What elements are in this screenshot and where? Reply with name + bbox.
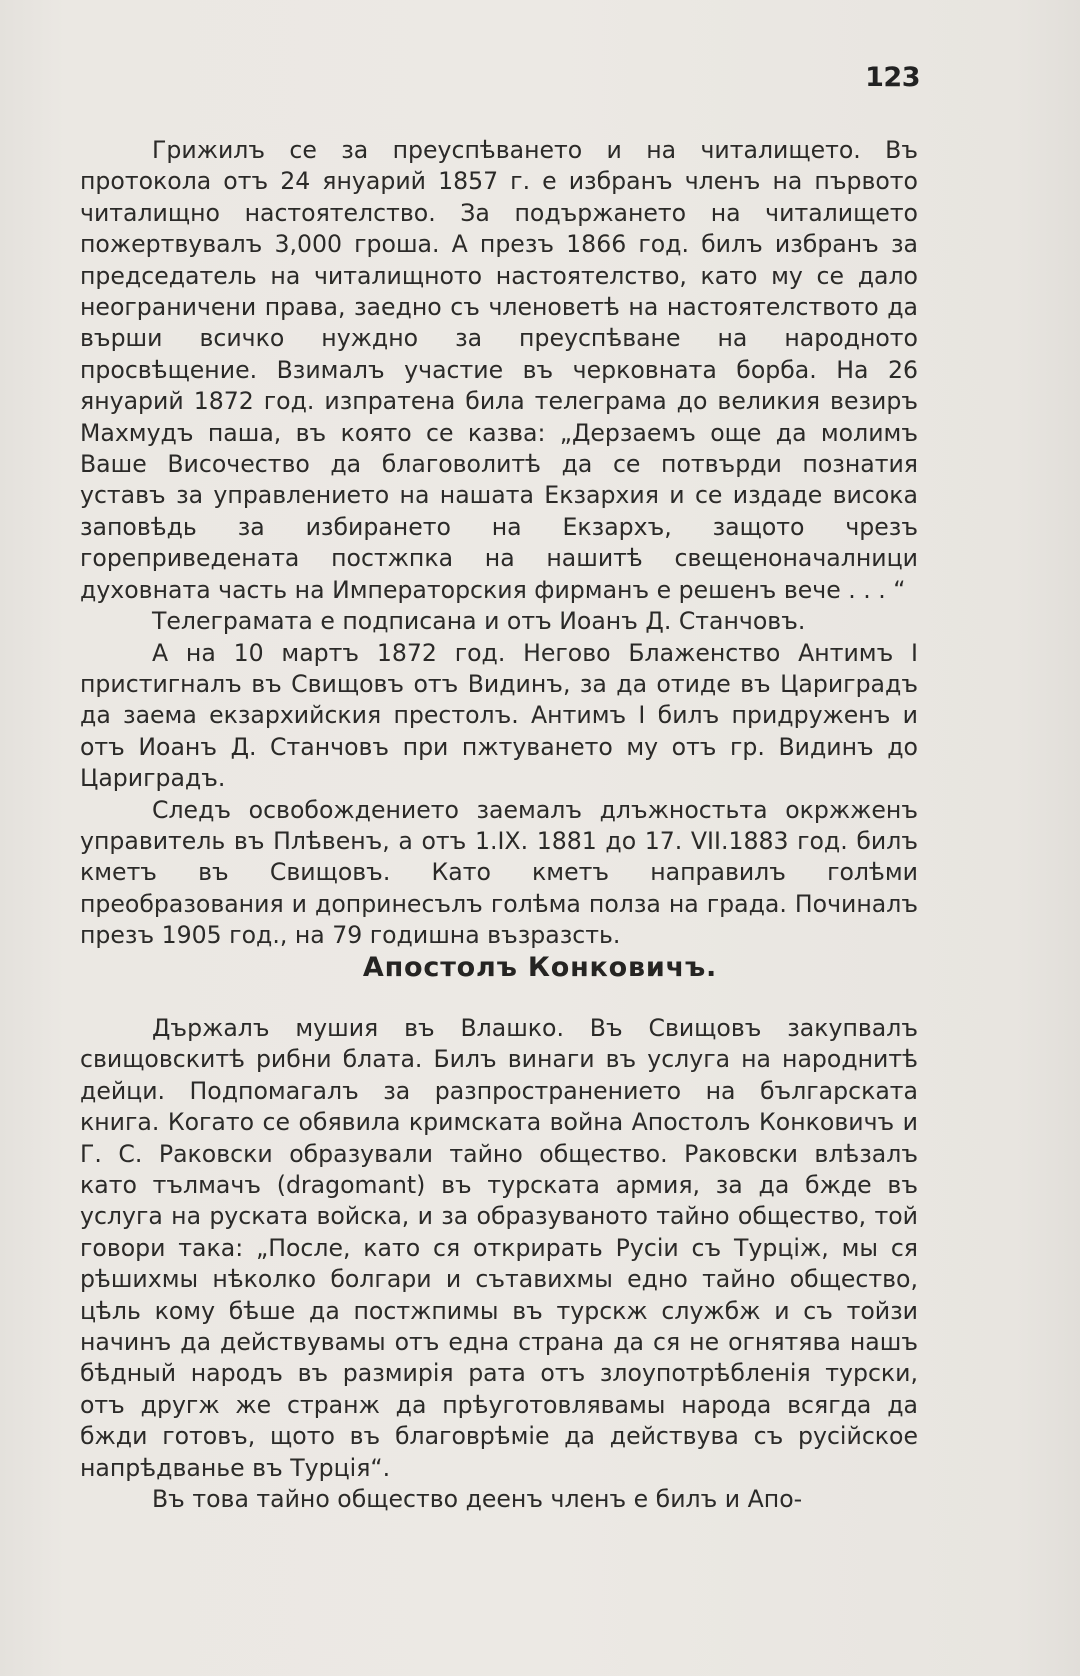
- biography-section-konkovich: [80, 1013, 918, 1516]
- biography-section-stanchov: [80, 135, 918, 952]
- paragraph: А на 10 мартъ 1872 год. Негово Блаженство Антимъ I пристигналъ въ Свищовъ отъ Видинъ, за да отиде въ Цариградъ да заема екзархийския престолъ. Антимъ I билъ придруженъ и отъ Иоанъ Д. Станчовъ при пжтуването му отъ гр. Видинъ до Цариградъ.: [80, 638, 918, 793]
- paragraph: Грижилъ се за преуспѣването и на читалището. Въ протокола отъ 24 януарий 1857 г. е избранъ членъ на първото читалищно настоятелство. За подържането на читалището пожертвувалъ 3,000 гроша. А презъ 1866 год. билъ избранъ за председатель на читалищното настоятелство, като му се дало неограничени права, заедно съ членоветѣ на настоятелството да върши всичко нуждно за преуспѣване на народното просвѣщение. Взималъ участие въ черковната борба. На 26 януарий 1872 год. изпратена била телеграма до великия везиръ Махмудъ паша, въ която се казва: „Дерзаемъ още да молимъ Ваше Височество да благоволитѣ да се потвърди познатия уставъ за управлението на нашата Екзархия и се издаде висока заповѣдь за избирането на Екзархъ, защото чрезъ гореприведената постжпка на нашитѣ свещеноначалници духовната часть на Императорския фирманъ е решенъ вече . . . “: [80, 136, 918, 604]
- paragraph: Следъ освобождението заемалъ длъжностьта окржженъ управитель въ Плѣвенъ, а отъ 1.IX. 1881 до 17. VII.1883 год. билъ кметъ въ Свищовъ. Като кметъ направилъ голѣми преобразования и допринесълъ голѣма полза на града. Починалъ презъ 1905 год., на 79 годишна възразсть.: [80, 795, 918, 950]
- paragraph: Въ това тайно общество деенъ членъ е билъ и Апо-: [152, 1485, 803, 1514]
- paragraph: Телеграмата е подписана и отъ Иоанъ Д. Станчовъ.: [152, 607, 806, 636]
- section-heading: Апостолъ Конковичъ.: [362, 952, 718, 983]
- paragraph: Държалъ мушия въ Влашко. Въ Свищовъ закупвалъ свищовскитѣ рибни блата. Билъ винаги въ услуга на народнитѣ дейци. Подпомагалъ за разпространението на българската книга. Когато се обявила кримската война Апостолъ Конковичъ и Г. С. Раковски образували тайно общество. Раковски влѣзалъ като тълмачъ (dragomant) въ турската армия, за да бжде въ услуга на руската войска, и за образуваното тайно общество, той говори така: „После, като ся открирать Русiи съ Турцiж, мы ся рѣшихмы нѣколко болгари и сътавихмы едно тайно общество, цѣль кому бѣше да постжпимы въ турскж службж и съ тойзи начинъ да действувамы отъ една страна да ся не огнятява нашъ бѣдный народъ въ размирiя рата отъ злоупотрѣбленiя турски, отъ другж же странж да прѣуготовлявамы народа всягда да бжди готовъ, щото въ благоврѣмiе да действува съ русiйское напрѣдванье въ Турцiя“.: [80, 1014, 918, 1482]
- page-number: 123: [865, 62, 920, 93]
